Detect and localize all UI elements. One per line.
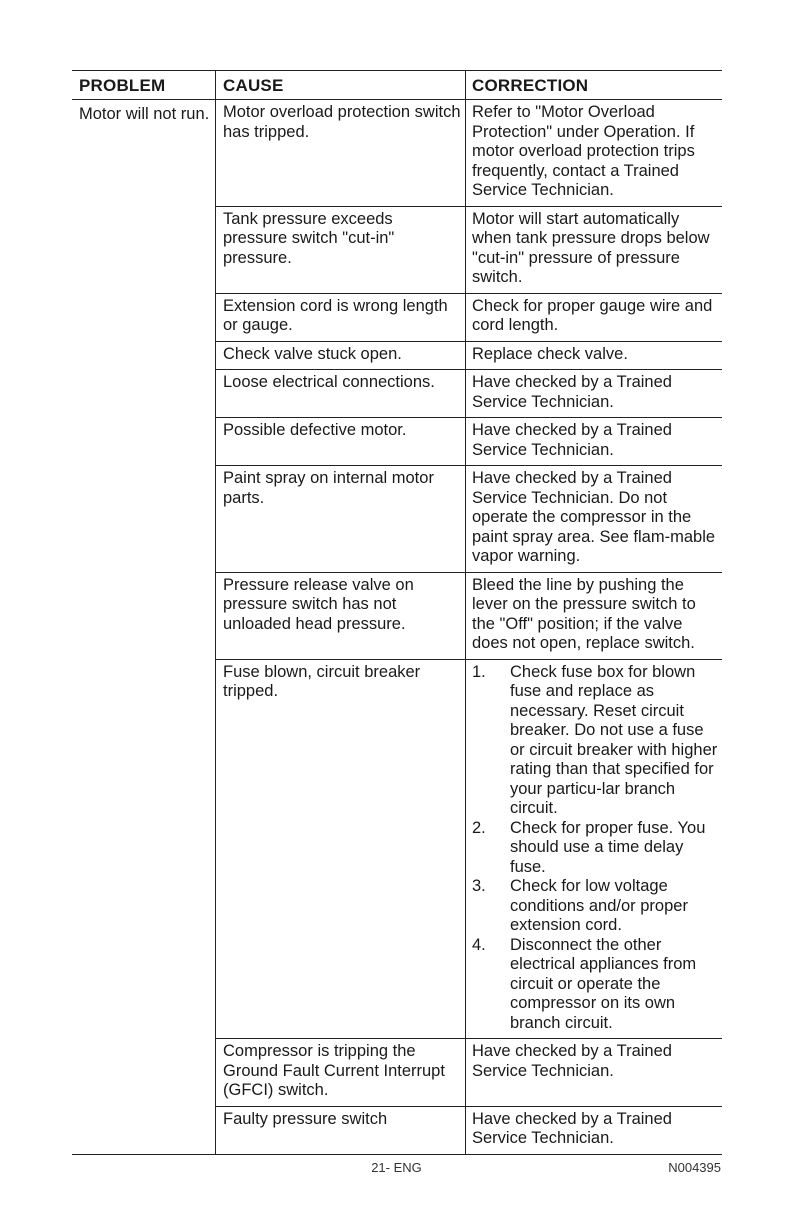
correction-cell: Have checked by a Trained Service Technician. Do not operate the compressor in the paint spray area. See flam-mable vapor warning. (465, 466, 722, 572)
list-item (472, 663, 718, 819)
problem-cell: Motor will not run. (79, 105, 210, 123)
correction-cell: Replace check valve. (465, 342, 722, 370)
step-number: 2. (472, 818, 486, 837)
cause-cell: Paint spray on internal motor parts. (215, 466, 465, 572)
table-body (72, 100, 722, 1154)
list-item (472, 936, 718, 1034)
table-row (215, 341, 722, 370)
table-row (215, 417, 722, 465)
step-text: Disconnect the other electrical appliances from circuit or operate the compressor on its own branch circuit. (510, 935, 697, 1032)
correction-cell (465, 660, 722, 1039)
table-header-row (72, 71, 722, 99)
cause-correction-rows (215, 100, 722, 1154)
table-row (215, 206, 722, 293)
table-bottom-rule (72, 1154, 722, 1155)
table-row (215, 572, 722, 659)
correction-steps-list (472, 663, 718, 1034)
header-correction: CORRECTION (465, 71, 722, 99)
step-text: Check for low voltage conditions and/or proper extension cord. (510, 877, 688, 934)
list-item (472, 877, 718, 936)
correction-cell: Have checked by a Trained Service Technician. (465, 1107, 722, 1154)
header-problem: PROBLEM (79, 76, 166, 95)
table-row (215, 369, 722, 417)
page-number: 21- ENG (371, 1160, 422, 1175)
header-cause: CAUSE (215, 71, 465, 99)
step-number: 4. (472, 935, 486, 954)
correction-cell: Refer to "Motor Overload Protection" under Operation. If motor overload protection trips frequently, contact a Trained Service Technician. (465, 100, 722, 206)
cause-cell: Check valve stuck open. (215, 342, 465, 370)
troubleshooting-table (72, 70, 722, 1155)
correction-cell: Have checked by a Trained Service Technician. (465, 370, 722, 417)
correction-cell: Have checked by a Trained Service Technician. (465, 1039, 722, 1106)
document-code: N004395 (668, 1160, 721, 1175)
table-row (215, 659, 722, 1039)
cause-cell: Tank pressure exceeds pressure switch "cut-in" pressure. (215, 207, 465, 293)
table-row (215, 465, 722, 572)
cause-cell: Extension cord is wrong length or gauge. (215, 294, 465, 341)
cause-cell: Possible defective motor. (215, 418, 465, 465)
step-text: Check for proper fuse. You should use a time delay fuse. (510, 818, 706, 876)
correction-cell: Check for proper gauge wire and cord length. (465, 294, 722, 341)
cause-cell: Faulty pressure switch (215, 1107, 465, 1154)
step-number: 3. (472, 877, 486, 895)
correction-cell: Bleed the line by pushing the lever on the pressure switch to the "Off" position; if the valve does not open, replace switch. (465, 573, 722, 659)
step-number: 1. (472, 662, 486, 681)
table-row (215, 293, 722, 341)
cause-cell: Loose electrical connections. (215, 370, 465, 417)
cause-cell: Pressure release valve on pressure switch has not unloaded head pressure. (215, 573, 465, 659)
step-text: Check fuse box for blown fuse and replace as necessary. Reset circuit breaker. Do not use a fuse or circuit breaker with higher rating than that specified for your particu-lar branch circuit. (510, 662, 718, 817)
cause-cell: Motor overload protection switch has tripped. (215, 100, 465, 206)
table-row (215, 1106, 722, 1154)
cause-cell: Fuse blown, circuit breaker tripped. (215, 660, 465, 1039)
correction-cell: Have checked by a Trained Service Technician. (465, 418, 722, 465)
correction-cell: Motor will start automatically when tank pressure drops below "cut-in" pressure of pressure switch. (465, 207, 722, 293)
table-row (215, 100, 722, 206)
list-item (472, 819, 718, 878)
cause-cell: Compressor is tripping the Ground Fault Current Interrupt (GFCI) switch. (215, 1039, 465, 1106)
table-row (215, 1038, 722, 1106)
